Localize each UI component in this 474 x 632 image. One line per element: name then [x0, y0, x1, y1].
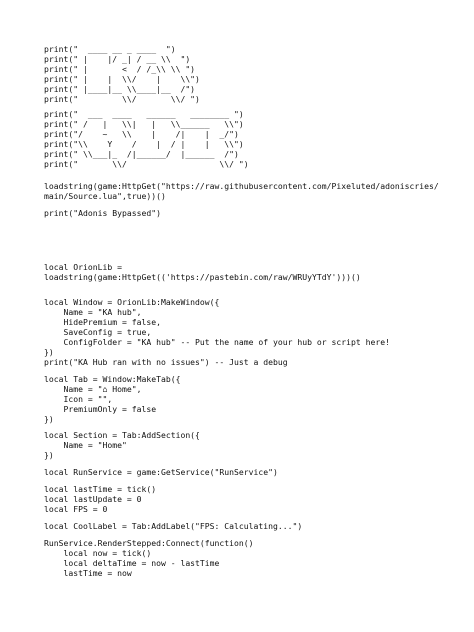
code-line: print(" ____ __ _ ____ ") — [44, 44, 176, 54]
code-line: HidePremium = false, — [44, 317, 161, 327]
code-line: }) — [44, 450, 54, 460]
code-line: RunService.RenderStepped:Connect(function() — [44, 538, 254, 548]
code-line: local Window = OrionLib:MakeWindow({ — [44, 297, 220, 307]
code-line: print("Adonis Bypassed") — [44, 208, 161, 218]
code-line: print(" \\/ \\/ ") — [44, 159, 249, 169]
code-line: }) — [44, 414, 54, 424]
code-line: print(" | | \\/ | \\") — [44, 74, 200, 84]
code-line: print(" | < / /_\\ \\ ") — [44, 64, 196, 74]
code-line: local RunService = game:GetService("RunService") — [44, 467, 278, 477]
code-line: Icon = "", — [44, 394, 113, 404]
code-line: print(" / | \\| | \\______ \\") — [44, 119, 244, 129]
code-line: local Tab = Window:MakeTab({ — [44, 374, 181, 384]
code-line: print("KA Hub ran with no issues") -- Just a debug — [44, 357, 288, 367]
code-line: local lastTime = tick() — [44, 484, 157, 494]
code-line: print(" | |/ _| / __ \\ ") — [44, 54, 191, 64]
code-line: Name = "Home" — [44, 440, 127, 450]
code-line: lastTime = now — [44, 568, 132, 578]
code-line: local OrionLib = — [44, 262, 122, 272]
code-line: }) — [44, 347, 54, 357]
code-line: local FPS = 0 — [44, 504, 108, 514]
code-line: local now = tick() — [44, 548, 152, 558]
code-line: Name = "⌂ Home", — [44, 384, 142, 394]
code-line: loadstring(game:HttpGet("https://raw.githubusercontent.com/Pixeluted/adoniscries/ — [44, 181, 439, 191]
code-line: Name = "KA hub", — [44, 307, 142, 317]
code-line: local deltaTime = now - lastTime — [44, 558, 220, 568]
code-line: local Section = Tab:AddSection({ — [44, 430, 200, 440]
code-line: ConfigFolder = "KA hub" -- Put the name of your hub or script here! — [44, 337, 390, 347]
code-line: main/Source.lua",true))() — [44, 191, 166, 201]
code-line: print(" ___ ____ ______ ________ ") — [44, 109, 244, 119]
code-line: print("/ ~ \\ | /| | _/") — [44, 129, 239, 139]
code-line: PremiumOnly = false — [44, 404, 157, 414]
code-line: local CoolLabel = Tab:AddLabel("FPS: Calculating...") — [44, 521, 303, 531]
code-line: print(" \\/ \\/ ") — [44, 94, 200, 104]
code-line: local lastUpdate = 0 — [44, 494, 142, 504]
code-line: loadstring(game:HttpGet(('https://pastebin.com/raw/WRUyYTdY')))() — [44, 272, 361, 282]
code-line: print(" |____|__ \\____|__ /") — [44, 84, 196, 94]
code-line: print(" \\___|_ /|______/ |______ /") — [44, 149, 239, 159]
code-line: print("\\ Y / | / | | \\") — [44, 139, 244, 149]
code-line: SaveConfig = true, — [44, 327, 152, 337]
